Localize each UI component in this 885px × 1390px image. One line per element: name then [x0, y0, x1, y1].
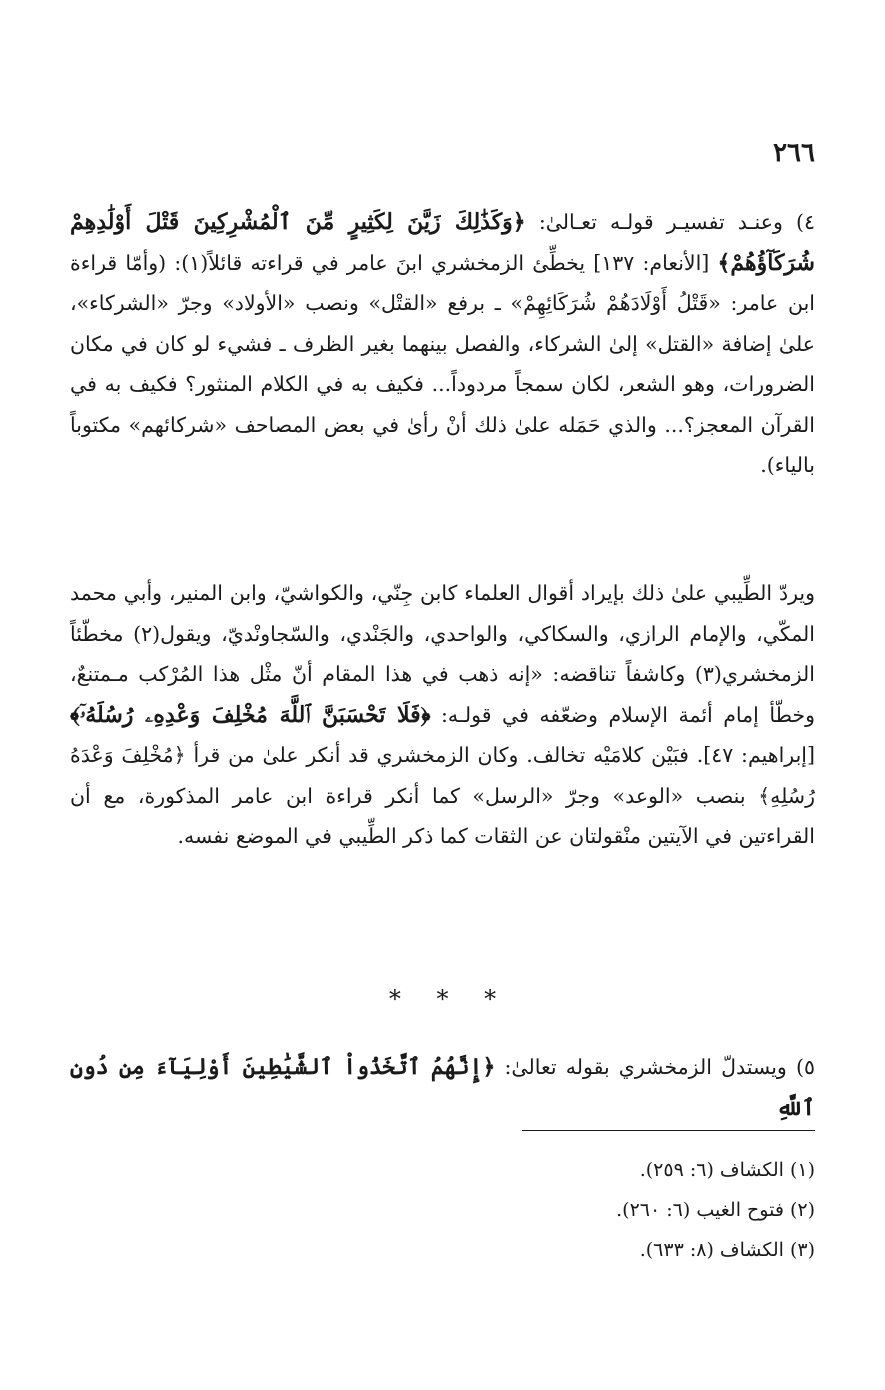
paragraph-lead: ٥) ويستدلّ الزمخشري بقوله تعالىٰ: — [495, 1055, 815, 1079]
quran-verse: ﴿إِنَّهُمُ ٱتَّخَذُواْ ٱلشَّيَٰطِينَ أَوْلِيَآءَ مِن دُونِ ٱللَّهِ — [70, 1054, 815, 1121]
footnote-1: (١) الكشاف (٦: ٢٥٩). — [639, 1159, 815, 1181]
paragraph-text: [إبراهيم: ٤٧]. فبَيْن كلامَيْه تخالف. وكان الزمخشري قد أنكر علىٰ من قرأ ﴿مُخْلِفَ وَعْدَهُ رُسُلِهِ﴾ بنصب «الوعد» وجرّ «الرسل» كما أنكر قراءة ابن عامر المذكورة، مع أن القراءتين في الآيتين منْقولتان عن الثقات كما ذكر الطِّيبي في الموضع نفسه. — [70, 743, 815, 848]
page-number: ٢٦٦ — [773, 138, 815, 168]
paragraph-tibi-response — [70, 573, 815, 857]
section-separator: * * * — [388, 985, 497, 1013]
footnotes — [70, 1150, 815, 1270]
paragraph-lead: ٤) وعنـد تفسيـر قولـه تعـالىٰ: — [525, 210, 816, 234]
paragraph-5 — [70, 1047, 815, 1128]
footnote-2: (٢) فتوح الغيب (٦: ٢٦٠). — [616, 1199, 815, 1221]
paragraph-lead: ويردّ الطِّيبي علىٰ ذلك بإيراد أقوال العلماء كابن جِنّي، والكواشيّ، وابن المنير، وأبي محمد المكّي، والإمام الرازي، والسكاكي، والواحدي، والجَنْدي، والسّجاونْديّ، ويقول(٢) مخطّئاً الزمخشري(٣) وكاشفاً تناقضه: «إنه ذهب في هذا المقام أنّ مثْل هذا المُرْكب مـمتنعٌ، وخطّأ إمام أئمة الإسلام وضعّفه في قولـه: — [70, 581, 815, 727]
paragraph-text: [الأنعام: ١٣٧] يخطِّئ الزمخشري ابنَ عامر في قراءته قائلاً(١): (وأمّا قراءة ابن عامر: «قَتْلُ أَوْلَادَهُمْ شُرَكَائِهِمْ» ـ برفع «القتْل» ونصب «الأولاد» وجرّ «الشركاء»، علىٰ إضافة «القتل» إلىٰ الشركاء، والفصل بينهما بغير الظرف ـ فشيء لو كان في مكان الضرورات، وهو الشعر، لكان سمجاً مردوداً... فكيف به في الكلام المنثور؟ فكيف به في القرآن المعجز؟... والذي حَمَله علىٰ ذلك أنْ رأىٰ في بعض المصاحف «شركائهم» مكتوباً بالياء). — [70, 250, 815, 477]
footnote-3: (٣) الكشاف (٨: ٦٣٣). — [639, 1239, 815, 1261]
quran-verse: ﴿فَلَا تَحْسَبَنَّ ٱللَّهَ مُخْلِفَ وَعْدِهِۦ رُسُلَهُۥٓ﴾ — [70, 701, 431, 728]
quran-verse: ﴿وَكَذَٰلِكَ زَيَّنَ لِكَثِيرٍ مِّنَ ٱلْمُشْرِكِينَ قَتْلَ أَوْلَٰدِهِمْ شُرَكَآؤُهُمْ﴾ — [70, 209, 815, 276]
book-page — [70, 0, 815, 1390]
paragraph-4 — [70, 202, 815, 486]
footnote-rule — [522, 1130, 815, 1131]
